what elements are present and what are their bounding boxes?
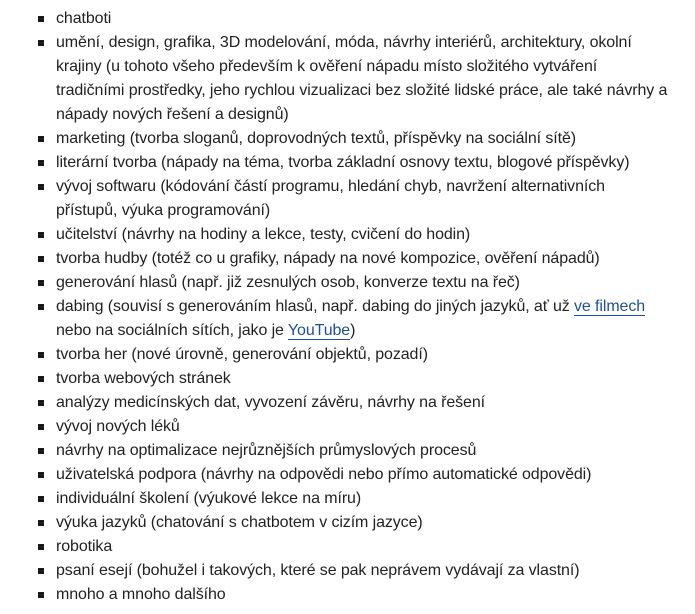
- list-item: [38, 583, 668, 607]
- bullet-icon: [38, 160, 44, 166]
- bullet-icon: [38, 232, 44, 238]
- bullet-icon: [38, 352, 44, 358]
- bullet-icon: [38, 424, 44, 430]
- list-item: [38, 511, 668, 535]
- list-item: [38, 559, 668, 583]
- list-item-text: marketing (tvorba sloganů, doprovodných textů, příspěvky na sociální sítě): [56, 130, 576, 147]
- list-item: [38, 247, 668, 271]
- bullet-icon: [38, 400, 44, 406]
- list-item: [38, 487, 668, 511]
- bullet-icon: [38, 496, 44, 502]
- dabing-text-after: ): [350, 322, 356, 339]
- list-item: [38, 223, 668, 247]
- list-item-text: tvorba webových stránek: [56, 370, 231, 387]
- bullet-icon: [38, 472, 44, 478]
- list-item: [38, 439, 668, 463]
- list-item-text: analýzy medicínských dat, vyvození závěru, návrhy na řešení: [56, 394, 485, 411]
- dabing-text-middle: nebo na sociálních sítích, jako je: [56, 322, 288, 339]
- list-item-text: mnoho a mnoho dalšího: [56, 586, 226, 603]
- bullet-icon: [38, 304, 44, 310]
- bullet-icon: [38, 592, 44, 598]
- bullet-icon: [38, 40, 44, 46]
- list-item-text: vývoj softwaru (kódování částí programu, hledání chyb, navržení alternativních přístupů, výuka programování): [56, 178, 605, 219]
- link-youtube[interactable]: YouTube: [287, 322, 351, 339]
- list-item-text: robotika: [56, 538, 113, 555]
- list-item: [38, 175, 668, 223]
- list-item-text: psaní esejí (bohužel i takových, které se pak neprávem vydávají za vlastní): [56, 562, 580, 579]
- list-item-text: literární tvorba (nápady na téma, tvorba základní osnovy textu, blogové příspěvky): [56, 154, 630, 171]
- list-item: [38, 535, 668, 559]
- bullet-icon: [38, 448, 44, 454]
- bullet-icon: [38, 520, 44, 526]
- list-item: [38, 367, 668, 391]
- list-item-dabing: [38, 295, 668, 343]
- link-ve-filmech[interactable]: ve filmech: [574, 298, 646, 315]
- list-item: [38, 415, 668, 439]
- bullet-icon: [38, 16, 44, 22]
- list-item: [38, 7, 668, 31]
- list-item-text: výuka jazyků (chatování s chatbotem v cizím jazyce): [56, 514, 423, 531]
- list-item-text: návrhy na optimalizace nejrůznějších průmyslových procesů: [56, 442, 477, 459]
- list-item-text: učitelství (návrhy na hodiny a lekce, testy, cvičení do hodin): [56, 226, 471, 243]
- list-item: [38, 127, 668, 151]
- bullet-icon: [38, 544, 44, 550]
- list-item: [38, 151, 668, 175]
- list-item-text: tvorba her (nové úrovně, generování objektů, pozadí): [56, 346, 428, 363]
- dabing-text-before: dabing (souvisí s generováním hlasů, např. dabing do jiných jazyků, ať už: [56, 298, 575, 315]
- bullet-icon: [38, 568, 44, 574]
- bullet-icon: [38, 376, 44, 382]
- list-item-text: vývoj nových léků: [56, 418, 180, 435]
- list-item: [38, 31, 668, 127]
- list-item: [38, 391, 668, 415]
- bullet-icon: [38, 184, 44, 190]
- list-item: [38, 343, 668, 367]
- list-item-text: tvorba hudby (totéž co u grafiky, nápady na nové kompozice, ověření nápadů): [56, 250, 600, 267]
- ai-uses-list: [38, 7, 668, 607]
- bullet-icon: [38, 136, 44, 142]
- bullet-icon: [38, 280, 44, 286]
- list-item-text: generování hlasů (např. již zesnulých osob, konverze textu na řeč): [56, 274, 520, 291]
- list-item-text: chatboti: [56, 10, 112, 27]
- bullet-icon: [38, 256, 44, 262]
- list-item: [38, 463, 668, 487]
- list-item-text: uživatelská podpora (návrhy na odpovědi nebo přímo automatické odpovědi): [56, 466, 592, 483]
- list-item: [38, 271, 668, 295]
- list-item-text: individuální školení (výukové lekce na míru): [56, 490, 362, 507]
- list-item-text: umění, design, grafika, 3D modelování, móda, návrhy interiérů, architektury, okolní krajiny (u tohoto všeho především k ověření nápadu místo složitého vytváření tradičními prostředky, jeho rychlou vizualizaci bez složité lidské práce, ale také návrhy a nápady nových řešení a designů): [56, 34, 668, 123]
